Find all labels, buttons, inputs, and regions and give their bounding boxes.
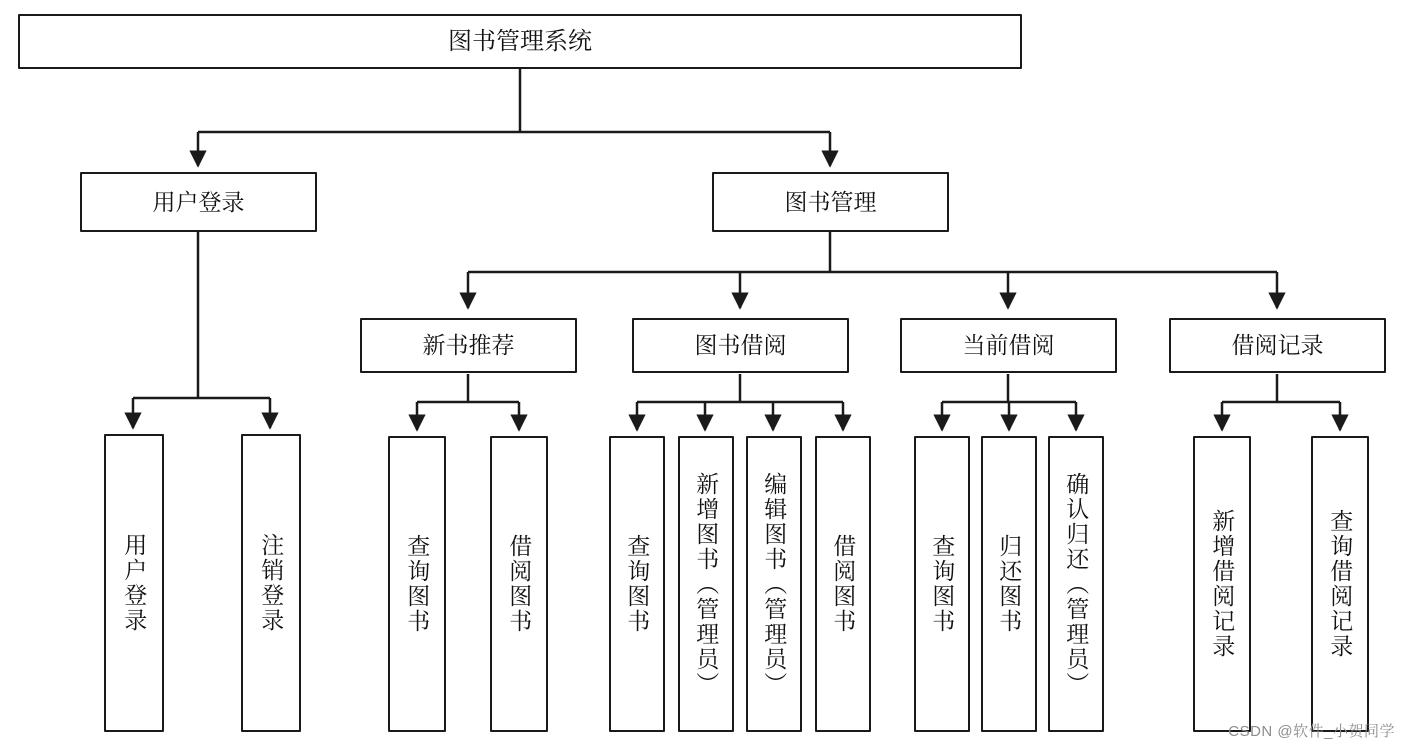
node-leaf-borrow-borrow-book[interactable]: [815, 436, 871, 732]
node-new-book-recommend-label: 新书推荐: [422, 332, 515, 359]
node-leaf-records-add[interactable]: [1193, 436, 1251, 732]
node-user-login[interactable]: [80, 172, 317, 232]
node-leaf-current-return[interactable]: [981, 436, 1037, 732]
watermark: CSDN @软件_小贺同学: [1228, 723, 1395, 740]
node-leaf-new-book-query[interactable]: [388, 436, 446, 732]
node-current-borrow[interactable]: [900, 318, 1117, 373]
node-root[interactable]: [18, 14, 1022, 69]
node-book-management-label: 图书管理: [784, 188, 877, 215]
node-leaf-label: 新增借阅记录: [1209, 509, 1236, 659]
node-leaf-borrow-query[interactable]: [609, 436, 665, 732]
node-leaf-label: 编辑图书（管理员）: [761, 471, 788, 697]
node-leaf-borrow-add-admin[interactable]: [678, 436, 734, 732]
node-borrow-records-label: 借阅记录: [1231, 332, 1324, 359]
node-leaf-label: 归还图书: [996, 534, 1023, 634]
node-leaf-records-query[interactable]: [1311, 436, 1369, 732]
node-leaf-current-confirm-return-admin[interactable]: [1048, 436, 1104, 732]
node-leaf-label: 查询借阅记录: [1327, 509, 1354, 659]
node-book-borrow[interactable]: [632, 318, 849, 373]
node-root-label: 图书管理系统: [448, 27, 592, 55]
node-current-borrow-label: 当前借阅: [962, 332, 1055, 359]
node-leaf-label: 新增图书（管理员）: [693, 471, 720, 697]
node-leaf-user-login-logout[interactable]: [241, 434, 301, 732]
node-new-book-recommend[interactable]: [360, 318, 577, 373]
node-leaf-label: 用户登录: [121, 533, 148, 633]
node-leaf-label: 借阅图书: [506, 534, 533, 634]
node-leaf-borrow-edit-admin[interactable]: [746, 436, 802, 732]
node-book-management[interactable]: [712, 172, 949, 232]
node-leaf-label: 注销登录: [258, 533, 285, 633]
node-leaf-label: 借阅图书: [830, 534, 857, 634]
node-leaf-label: 查询图书: [624, 534, 651, 634]
node-borrow-records[interactable]: [1169, 318, 1386, 373]
node-leaf-user-login-login[interactable]: [104, 434, 164, 732]
node-user-login-label: 用户登录: [152, 188, 245, 215]
node-leaf-label: 查询图书: [404, 534, 431, 634]
node-leaf-new-book-borrow[interactable]: [490, 436, 548, 732]
node-leaf-label: 确认归还（管理员）: [1063, 471, 1090, 697]
node-book-borrow-label: 图书借阅: [694, 332, 787, 359]
node-leaf-label: 查询图书: [929, 534, 956, 634]
node-leaf-current-query[interactable]: [914, 436, 970, 732]
